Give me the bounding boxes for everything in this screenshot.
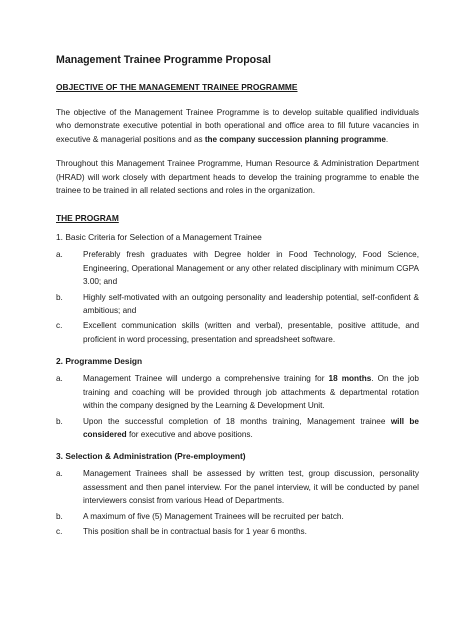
list-item-text-end: . On the job training and coaching will be provided through job attachments & departmental rotation within the company designed by the Learning & Development Unit. bbox=[83, 374, 419, 411]
objective-paragraph-1-end: . bbox=[385, 134, 389, 144]
list-item bbox=[56, 415, 419, 442]
section-1-number: 1. bbox=[56, 232, 63, 243]
section-3-title: Selection & Administration (Pre-employment) bbox=[65, 451, 246, 462]
section-2-heading bbox=[56, 356, 419, 366]
list-marker: b. bbox=[56, 292, 63, 302]
objective-paragraph-1-text: The objective of the Management Trainee Programme is to develop suitable qualified individuals who demonstrate executive potential in both operational and office area to fill future vacancies in executive & managerial positions and as bbox=[56, 108, 419, 144]
section-3-heading bbox=[56, 451, 419, 461]
section-1-heading bbox=[56, 232, 419, 242]
section-1-title: Basic Criteria for Selection of a Management Trainee bbox=[65, 232, 262, 243]
list-item-text: This position shall be in contractual basis for 1 year 6 months. bbox=[83, 526, 307, 536]
list-marker: c. bbox=[56, 321, 63, 331]
list-item-text: Upon the successful completion of 18 months training, Management trainee bbox=[83, 416, 391, 426]
list-item bbox=[56, 372, 419, 412]
list-marker: b. bbox=[56, 511, 63, 521]
list-item-text: Excellent communication skills (written and verbal), presentable, positive attitude, and proficient in word processing, presentation and spreadsheet software. bbox=[83, 321, 419, 344]
objective-paragraph-2: Throughout this Management Trainee Programme, Human Resource & Administration Department (HRAD) will work closely with department heads to develop the training programme to enable the trainee to be trained in all related sections and roles in the organization. bbox=[56, 159, 419, 196]
objective-heading: OBJECTIVE OF THE MANAGEMENT TRAINEE PROGRAMME bbox=[56, 82, 298, 92]
list-item bbox=[56, 248, 419, 288]
list-item bbox=[56, 525, 419, 538]
section-1-list bbox=[56, 248, 419, 346]
section-3-number: 3. bbox=[56, 451, 63, 462]
list-item bbox=[56, 319, 419, 346]
objective-paragraph-1 bbox=[56, 106, 419, 146]
objective-paragraph-1-bold: the company succession planning programme bbox=[204, 134, 386, 144]
list-marker: a. bbox=[56, 374, 63, 384]
list-item-text: Preferably fresh graduates with Degree holder in Food Technology, Food Science, Engineering, Operational Management or any other related disciplinary with minimum CGPA 3.00; and bbox=[83, 250, 419, 287]
list-item bbox=[56, 291, 419, 318]
list-marker: a. bbox=[56, 250, 63, 260]
section-3-list bbox=[56, 467, 419, 538]
list-item-text: Management Trainees shall be assessed by written test, group discussion, personality assessment and then panel interview. For the panel interview, it will be conducted by panel interviewers consist from various Head of Departments. bbox=[83, 469, 419, 506]
list-item-bold: 18 months bbox=[328, 374, 372, 384]
section-2-number: 2. bbox=[56, 356, 63, 367]
list-marker: c. bbox=[56, 526, 63, 536]
program-heading: THE PROGRAM bbox=[56, 213, 119, 224]
list-item-bold: will be considered bbox=[83, 416, 419, 439]
section-2-title: Programme Design bbox=[65, 356, 143, 367]
section-2-list bbox=[56, 372, 419, 441]
list-item bbox=[56, 510, 419, 523]
list-item-text: A maximum of five (5) Management Trainees will be recruited per batch. bbox=[83, 511, 344, 521]
list-item-text: Highly self-motivated with an outgoing personality and leadership potential, self-confident & ambitious; and bbox=[83, 292, 419, 316]
list-item-text-end: for executive and above positions. bbox=[126, 429, 253, 439]
list-marker: a. bbox=[56, 469, 63, 479]
list-item bbox=[56, 467, 419, 507]
document-title: Management Trainee Programme Proposal bbox=[56, 54, 271, 66]
list-item-text: Management Trainee will undergo a comprehensive training for bbox=[83, 374, 329, 384]
list-marker: b. bbox=[56, 416, 63, 426]
